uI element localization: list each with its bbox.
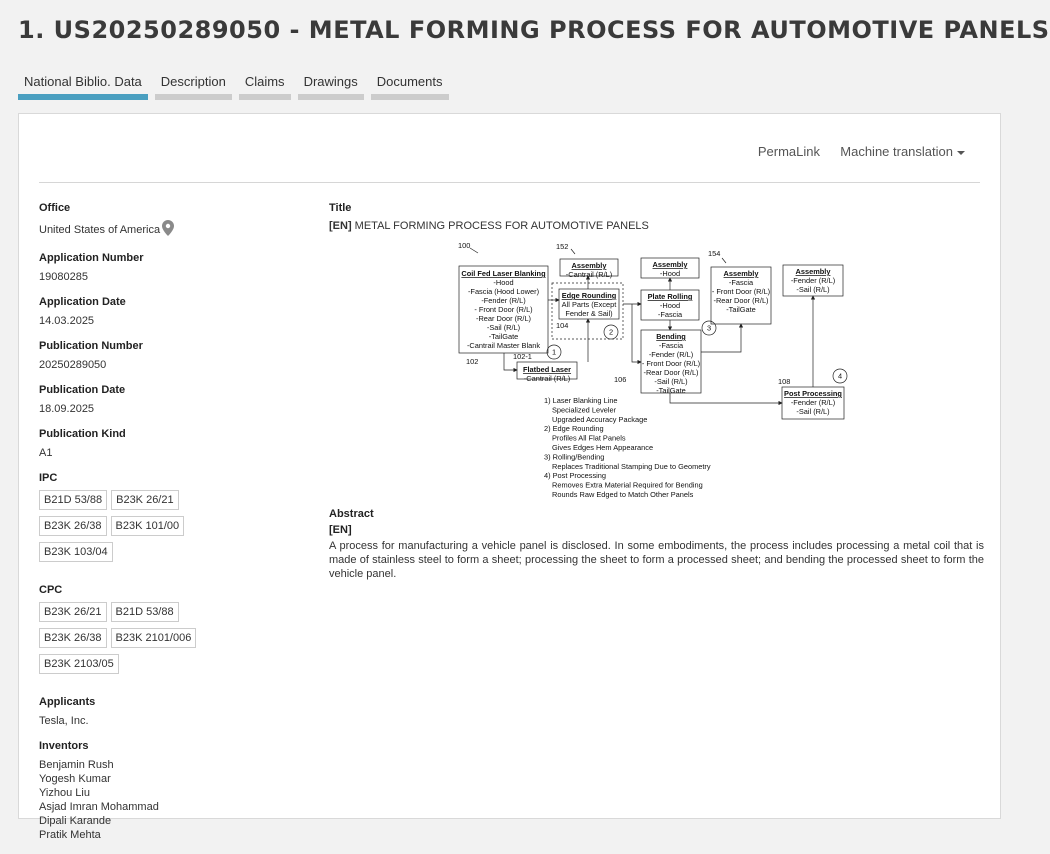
ipc-code[interactable]: B23K 103/04 bbox=[39, 542, 113, 562]
box-line: -Sail (R/L) bbox=[654, 377, 688, 386]
application-number-value: 19080285 bbox=[39, 271, 88, 283]
box-line: -Fascia bbox=[658, 341, 684, 350]
legend-line: 2) Edge Rounding bbox=[544, 424, 604, 434]
box-title: Assembly bbox=[571, 261, 607, 270]
box-line: -Fascia bbox=[728, 278, 754, 287]
publication-kind-value: A1 bbox=[39, 447, 53, 459]
machine-translation-label: Machine translation bbox=[840, 144, 953, 159]
cpc-field bbox=[39, 584, 299, 674]
page-title: 1. US20250289050 - METAL FORMING PROCESS FOR AUTOMOTIVE PANELS bbox=[18, 16, 1050, 44]
abstract-label: Abstract bbox=[329, 508, 374, 520]
title-value: METAL FORMING PROCESS FOR AUTOMOTIVE PANELS bbox=[354, 220, 649, 232]
ipc-code[interactable]: B23K 26/21 bbox=[111, 490, 179, 510]
publication-kind-label: Publication Kind bbox=[39, 428, 126, 440]
tab-documents[interactable]: Documents bbox=[371, 74, 449, 100]
legend-line: Gives Edges Hem Appearance bbox=[552, 443, 654, 452]
publication-number-label: Publication Number bbox=[39, 340, 143, 352]
tab-bar bbox=[18, 74, 449, 100]
caret-down-icon bbox=[957, 151, 965, 155]
ref-label: 108 bbox=[778, 377, 791, 386]
office-field bbox=[39, 202, 299, 240]
application-date-value: 14.03.2025 bbox=[39, 315, 95, 327]
cpc-code[interactable]: B23K 26/21 bbox=[39, 602, 107, 622]
box-title: Flatbed Laser bbox=[522, 365, 572, 374]
box-line: Fender & Sail) bbox=[565, 309, 613, 318]
applicants-field bbox=[39, 696, 299, 728]
cpc-code[interactable]: B23K 26/38 bbox=[39, 628, 107, 648]
box-title: Assembly bbox=[723, 269, 759, 278]
application-number-field bbox=[39, 252, 299, 284]
box-line: -Fender (R/L) bbox=[790, 276, 836, 285]
ref-label: 102 bbox=[466, 357, 479, 366]
ref-label: 104 bbox=[556, 321, 569, 330]
application-date-field bbox=[39, 296, 299, 328]
office-name: United States of America bbox=[39, 223, 161, 236]
box-line: -Hood bbox=[659, 301, 681, 310]
tab-claims[interactable]: Claims bbox=[239, 74, 291, 100]
permalink-link[interactable]: PermaLink bbox=[757, 144, 820, 159]
cpc-codes bbox=[39, 602, 249, 674]
inventors-field bbox=[39, 740, 299, 842]
callout-number: 1 bbox=[551, 347, 557, 357]
box-line: -TailGate bbox=[726, 305, 756, 314]
machine-translation-dropdown[interactable] bbox=[840, 144, 965, 159]
publication-kind-field bbox=[39, 428, 299, 460]
box-line: -Sail (R/L) bbox=[486, 323, 521, 332]
ref-label: 154 bbox=[708, 249, 721, 258]
biblio-column bbox=[39, 202, 299, 854]
legend-line: Profiles All Flat Panels bbox=[552, 433, 626, 443]
cpc-code[interactable]: B23K 2103/05 bbox=[39, 654, 119, 674]
box-line: -Cantrail (R/L) bbox=[523, 374, 571, 383]
box-title: Post Processing bbox=[784, 389, 842, 398]
box-line: - Front Door (R/L) bbox=[711, 287, 771, 296]
applicants-label: Applicants bbox=[39, 696, 96, 708]
application-number-label: Application Number bbox=[39, 252, 144, 264]
box-title: Assembly bbox=[652, 260, 688, 269]
main-column bbox=[329, 202, 984, 581]
box-line: All Parts (Except bbox=[561, 300, 617, 309]
tab-national-biblio-data[interactable]: National Biblio. Data bbox=[18, 74, 148, 100]
ref-label: 152 bbox=[556, 242, 569, 251]
box-line: -Rear Door (R/L) bbox=[475, 314, 532, 323]
ipc-code[interactable]: B23K 26/38 bbox=[39, 516, 107, 536]
box-line: -Sail (R/L) bbox=[796, 407, 830, 416]
ipc-code[interactable]: B21D 53/88 bbox=[39, 490, 107, 510]
inventor-name: Yizhou Liu bbox=[39, 787, 90, 799]
legend-line: 3) Rolling/Bending bbox=[544, 452, 605, 462]
box-title: Coil Fed Laser Blanking bbox=[461, 269, 546, 278]
ipc-label: IPC bbox=[39, 472, 58, 484]
ref-label: 102-1 bbox=[513, 352, 532, 361]
box-line: - Front Door (R/L) bbox=[641, 359, 701, 368]
cpc-code[interactable]: B21D 53/88 bbox=[111, 602, 179, 622]
callout-number: 2 bbox=[608, 327, 614, 337]
publication-number-value: 20250289050 bbox=[39, 359, 107, 371]
box-line: -Cantrail (R/L) bbox=[565, 270, 613, 279]
applicants-value: Tesla, Inc. bbox=[39, 715, 89, 727]
box-line: -Rear Door (R/L) bbox=[713, 296, 769, 305]
title-lang: [EN] bbox=[329, 220, 352, 232]
inventor-name: Benjamin Rush bbox=[39, 759, 114, 771]
location-pin-icon[interactable] bbox=[162, 220, 174, 240]
box-line: -Rear Door (R/L) bbox=[643, 368, 699, 377]
tab-drawings[interactable]: Drawings bbox=[298, 74, 364, 100]
box-title: Edge Rounding bbox=[561, 291, 617, 300]
inventors-label: Inventors bbox=[39, 740, 89, 752]
legend-line: Replaces Traditional Stamping Due to Geometry bbox=[552, 461, 711, 471]
box-title: Plate Rolling bbox=[647, 292, 693, 301]
application-date-label: Application Date bbox=[39, 296, 126, 308]
publication-date-value: 18.09.2025 bbox=[39, 403, 95, 415]
legend-line: 4) Post Processing bbox=[544, 471, 607, 481]
inventor-name: Dipali Karande bbox=[39, 815, 112, 827]
box-line: -Hood bbox=[493, 278, 514, 287]
box-line: -Fascia (Hood Lower) bbox=[467, 287, 540, 296]
inventor-name: Pratik Mehta bbox=[39, 829, 101, 841]
legend-line: Specialized Leveler bbox=[552, 405, 617, 415]
callout-number: 3 bbox=[706, 323, 712, 333]
cpc-label: CPC bbox=[39, 584, 63, 596]
publication-date-field bbox=[39, 384, 299, 416]
title-label: Title bbox=[329, 202, 352, 214]
box-line: -Sail (R/L) bbox=[796, 285, 830, 294]
box-line: - Front Door (R/L) bbox=[474, 305, 533, 314]
box-line: -Fascia bbox=[657, 310, 683, 319]
ipc-codes bbox=[39, 490, 249, 562]
box-title: Assembly bbox=[795, 267, 831, 276]
title-text bbox=[329, 220, 984, 232]
tab-description[interactable]: Description bbox=[155, 74, 232, 100]
publication-number-field bbox=[39, 340, 299, 372]
ipc-field bbox=[39, 472, 299, 562]
box-line: -Fender (R/L) bbox=[481, 296, 526, 305]
inventor-name: Asjad Imran Mohammad bbox=[39, 801, 159, 813]
abstract-lang: [EN] bbox=[329, 524, 352, 536]
box-line: -Cantrail Master Blank bbox=[466, 341, 541, 350]
publication-date-label: Publication Date bbox=[39, 384, 126, 396]
office-value bbox=[39, 220, 299, 240]
inventor-name: Yogesh Kumar bbox=[39, 773, 111, 785]
box-line: -TailGate bbox=[656, 386, 686, 395]
legend-line: Upgraded Accuracy Package bbox=[552, 414, 648, 424]
abstract-text: A process for manufacturing a vehicle panel is disclosed. In some embodiments, the process includes processing a metal coil that is made of stainless steel to form a sheet; processing the sheet to form a processed sheet; and bending the processed sheet to form the vehicle panel. bbox=[329, 540, 984, 580]
office-label: Office bbox=[39, 202, 71, 214]
legend-line: Rounds Raw Edged to Match Other Panels bbox=[552, 490, 694, 499]
box-line: -Hood bbox=[659, 269, 681, 278]
content-panel bbox=[18, 113, 1001, 841]
callout-number: 4 bbox=[837, 371, 843, 381]
box-line: -TailGate bbox=[488, 332, 519, 341]
patent-drawing[interactable] bbox=[456, 241, 876, 499]
cpc-code[interactable]: B23K 2101/006 bbox=[111, 628, 197, 648]
box-title: Bending bbox=[656, 332, 686, 341]
legend-line: Removes Extra Material Required for Bending bbox=[552, 480, 703, 490]
ipc-code[interactable]: B23K 101/00 bbox=[111, 516, 185, 536]
ref-label: 100 bbox=[458, 241, 471, 250]
legend-line: 1) Laser Blanking Line bbox=[544, 396, 618, 405]
box-line: -Fender (R/L) bbox=[790, 398, 836, 407]
box-line: -Fender (R/L) bbox=[648, 350, 694, 359]
ref-label: 106 bbox=[614, 375, 627, 384]
panel-toolbar bbox=[39, 114, 980, 183]
